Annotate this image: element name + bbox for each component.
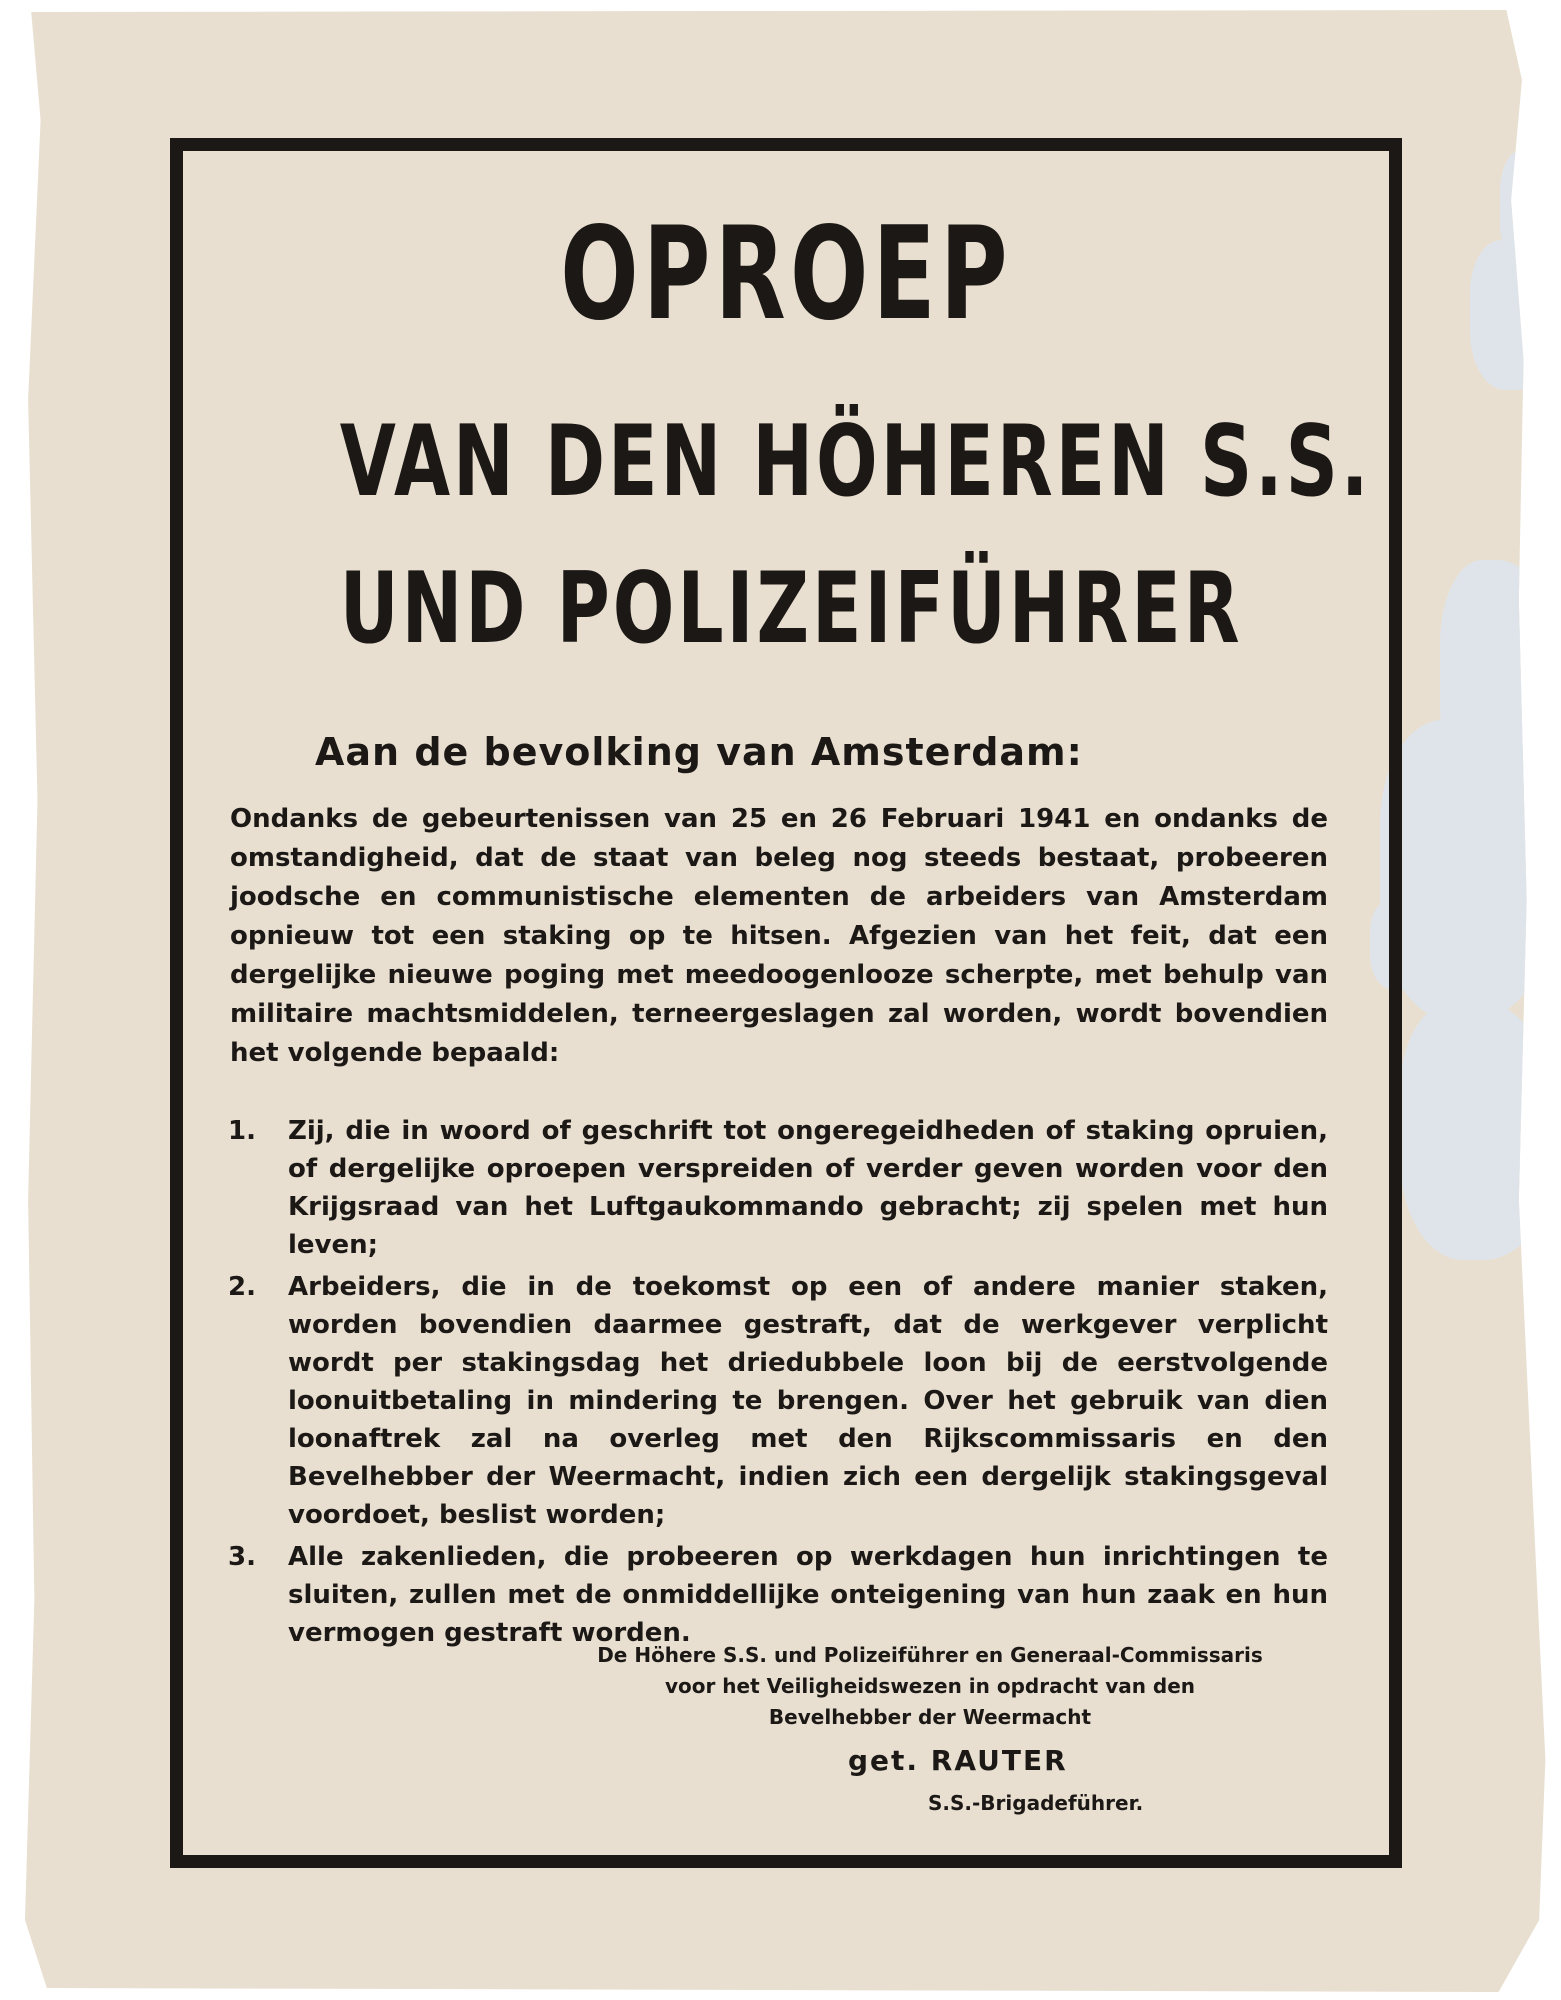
signature-line1: De Höhere S.S. und Polizeiführer en Generaal-Commissaris: [597, 1643, 1263, 1667]
salutation: Aan de bevolking van Amsterdam:: [315, 730, 1083, 774]
signature-name: get. RAUTER: [848, 1744, 1068, 1777]
decree-item-text: Arbeiders, die in de toekomst op een of andere manier staken, worden bovendien daarmee gestraft, dat de werkgever verplicht wordt per stakingsdag het driedubbele loon bij de eerstvolgende loonuitbetaling in mindering te brengen. Over het gebruik van dien loonaftrek zal na overleg met den Rijkscommissaris en den Bevelhebber der Weermacht, indien zich een dergelijk stakingsgeval voordoet, beslist worden;: [288, 1272, 1328, 1530]
poster-subtitle-line2: UND POLIZEIFÜHRER: [339, 552, 1243, 666]
decree-item-number: 3.: [228, 1542, 256, 1572]
signature-line2: voor het Veiligheidswezen in opdracht van den: [664, 1674, 1196, 1698]
poster-subtitle-line1: VAN DEN HÖHEREN S.S.: [339, 405, 1372, 519]
signature-block: [560, 1640, 1300, 1733]
decree-item-text: Zij, die in woord of geschrift tot ongeregeidheden of staking opruien, of dergelijke oproepen verspreiden of verder geven worden voor den Krijgsraad van het Luftgaukommando gebracht; zij spelen met hun leven;: [288, 1116, 1328, 1260]
signature-rank: S.S.-Brigadeführer.: [928, 1791, 1144, 1815]
decree-list: [228, 1112, 1328, 1656]
decree-item-2: [228, 1268, 1328, 1534]
poster-title: OPROEP: [560, 200, 1012, 349]
signature-line3: Bevelhebber der Weermacht: [768, 1705, 1092, 1729]
decree-item-number: 2.: [228, 1272, 256, 1302]
decree-item-3: [228, 1538, 1328, 1652]
intro-paragraph: Ondanks de gebeurtenissen van 25 en 26 Februari 1941 en ondanks de omstandigheid, dat de staat van beleg nog steeds bestaat, probeeren joodsche en communistische elementen de arbeiders van Amsterdam opnieuw tot een staking op te hitsen. Afgezien van het feit, dat een dergelijke nieuwe poging met meedoogenlooze scherpte, met behulp van militaire machtsmiddelen, terneergeslagen zal worden, wordt bovendien het volgende bepaald:: [230, 804, 1328, 1068]
decree-item-1: [228, 1112, 1328, 1264]
decree-item-text: Alle zakenlieden, die probeeren op werkdagen hun inrichtingen te sluiten, zullen met de onmiddellijke onteigening van hun zaak en hun vermogen gestraft worden.: [288, 1542, 1328, 1648]
decree-item-number: 1.: [228, 1116, 256, 1146]
paper-damage: [1470, 240, 1560, 390]
paper-damage: [1400, 1000, 1561, 1260]
